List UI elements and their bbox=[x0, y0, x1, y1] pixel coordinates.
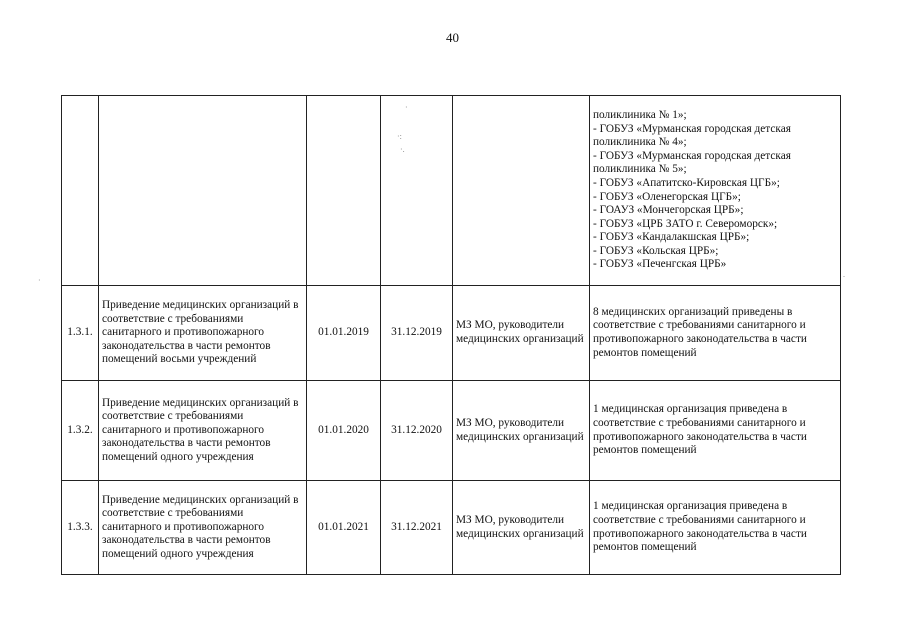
cell-responsible-empty bbox=[453, 96, 590, 286]
cell-num: 1.3.1. bbox=[62, 286, 99, 381]
cell-result: 1 медицинская организация приведена в соответствие с требованиями санитарного и противопожарного законодательства в части ремонтов помещений bbox=[590, 381, 841, 481]
cell-num-empty bbox=[62, 96, 99, 286]
scan-speck: · bbox=[405, 103, 408, 112]
cell-end-date: 31.12.2019 bbox=[381, 286, 453, 381]
cell-num: 1.3.2. bbox=[62, 381, 99, 481]
scan-speck: ·: bbox=[397, 132, 402, 141]
organization-item: - ГОБУЗ «Кандалакшская ЦРБ»; bbox=[593, 231, 750, 244]
table-row-continuation bbox=[62, 96, 841, 286]
table-row bbox=[62, 481, 841, 575]
cell-activity: Приведение медицинских организаций в соответствие с требованиями санитарного и противопожарного законодательства в части ремонтов помещений восьми учреждений bbox=[99, 286, 307, 381]
scan-speck: . bbox=[843, 270, 845, 279]
cell-num: 1.3.3. bbox=[62, 481, 99, 575]
organization-item: - ГОБУЗ «Апатитско-Кировская ЦГБ»; bbox=[593, 176, 780, 189]
organization-item: - ГОБУЗ «Печенгская ЦРБ» bbox=[593, 258, 727, 271]
organization-list bbox=[593, 109, 837, 272]
cell-responsible: МЗ МО, руководители медицинских организаций bbox=[453, 381, 590, 481]
cell-result: 1 медицинская организация приведена в соответствие с требованиями санитарного и противопожарного законодательства в части ремонтов помещений bbox=[590, 481, 841, 575]
cell-start-empty bbox=[307, 96, 381, 286]
cell-end-empty bbox=[381, 96, 453, 286]
table-row bbox=[62, 286, 841, 381]
cell-result: 8 медицинских организаций приведены в соответствие с требованиями санитарного и противопожарного законодательства в части ремонтов помещений bbox=[590, 286, 841, 381]
cell-result-continuation bbox=[590, 96, 841, 286]
cell-start-date: 01.01.2021 bbox=[307, 481, 381, 575]
cell-activity: Приведение медицинских организаций в соответствие с требованиями санитарного и противопожарного законодательства в части ремонтов помещений одного учреждения bbox=[99, 481, 307, 575]
cell-start-date: 01.01.2019 bbox=[307, 286, 381, 381]
organization-item: - ГОБУЗ «Оленегорская ЦГБ»; bbox=[593, 190, 741, 203]
cell-activity: Приведение медицинских организаций в соответствие с требованиями санитарного и противопожарного законодательства в части ремонтов помещений одного учреждения bbox=[99, 381, 307, 481]
scan-speck: · bbox=[38, 276, 41, 285]
organization-item: - ГОБУЗ «Мурманская городская детская поликлиника № 4»; bbox=[593, 122, 791, 149]
organization-item: - ГОАУЗ «Мончегорская ЦРБ»; bbox=[593, 204, 744, 217]
cell-activity-empty bbox=[99, 96, 307, 286]
cell-start-date: 01.01.2020 bbox=[307, 381, 381, 481]
organization-item: - ГОБУЗ «ЦРБ ЗАТО г. Североморск»; bbox=[593, 217, 778, 230]
cell-end-date: 31.12.2020 bbox=[381, 381, 453, 481]
organization-item: - ГОБУЗ «Кольская ЦРБ»; bbox=[593, 244, 719, 257]
table-row bbox=[62, 381, 841, 481]
cell-responsible: МЗ МО, руководители медицинских организаций bbox=[453, 286, 590, 381]
cell-responsible: МЗ МО, руководители медицинских организаций bbox=[453, 481, 590, 575]
organization-item: поликлиника № 1»; bbox=[593, 108, 687, 121]
cell-end-date: 31.12.2021 bbox=[381, 481, 453, 575]
page-number: 40 bbox=[446, 30, 459, 45]
scan-speck: ·. bbox=[400, 145, 405, 154]
organization-item: - ГОБУЗ «Мурманская городская детская поликлиника № 5»; bbox=[593, 149, 791, 176]
activities-table bbox=[61, 95, 841, 575]
